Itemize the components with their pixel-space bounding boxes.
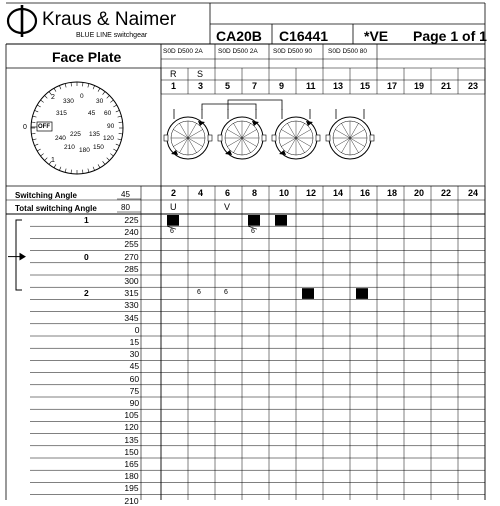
- switching-angle-value: 45: [121, 190, 130, 199]
- contact-mark-note: 6: [251, 228, 255, 236]
- dial-tick: [88, 84, 89, 88]
- dial-tick: [71, 170, 72, 174]
- dial-tick: [116, 144, 120, 146]
- dial-tick: [65, 84, 66, 88]
- position-angle: 330: [124, 300, 139, 311]
- dial-tick: [119, 133, 123, 134]
- dial-tick: [33, 139, 37, 140]
- dial-tick: [37, 105, 40, 107]
- cam-spoke: [296, 138, 311, 147]
- terminal-top-3: 3: [198, 81, 204, 91]
- cam-spoke: [188, 138, 197, 153]
- position-angle: 15: [129, 337, 140, 347]
- table-grid: [6, 3, 485, 500]
- terminal-bottom-20: 20: [414, 188, 425, 198]
- cam-jumper-wire: [228, 100, 282, 110]
- contact-mark-note: 6: [170, 228, 174, 236]
- position-angle: 210: [124, 495, 139, 506]
- dial-tick: [110, 100, 113, 102]
- terminal-bottom-4: 4: [198, 188, 204, 198]
- dial-tick: [41, 154, 44, 156]
- dial-tick: [118, 139, 122, 140]
- position-angle: 240: [124, 227, 139, 238]
- contact-mark: [356, 288, 368, 299]
- terminal-bottom-2: 2: [171, 188, 177, 198]
- cam-spoke: [180, 138, 189, 153]
- dial-angle-label: 45: [88, 110, 96, 117]
- cam-spoke: [350, 138, 359, 153]
- brand-tagline: BLUE LINE switchgear: [76, 32, 148, 39]
- contact-mark: [167, 215, 179, 226]
- page-number: Page 1 of 1: [413, 28, 487, 44]
- dial-tick: [93, 86, 95, 90]
- dial-tick: [113, 105, 116, 107]
- terminal-top-17: 17: [387, 81, 398, 91]
- cam-spoke: [242, 138, 257, 147]
- cam-spoke: [335, 130, 350, 139]
- cam-contact-right: [370, 135, 374, 141]
- dial-tick: [65, 169, 66, 173]
- dial-position-2: 2: [51, 94, 55, 101]
- dial-tick: [59, 86, 61, 90]
- terminal-bottom-12: 12: [306, 188, 317, 198]
- dial-tick: [88, 169, 89, 173]
- cam-spoke: [173, 138, 188, 147]
- brand-logo-icon: [5, 4, 39, 38]
- cam-spoke: [242, 123, 251, 138]
- dial-angle-label: 0: [80, 93, 84, 100]
- position-angle: 30: [129, 349, 140, 360]
- dial-tick: [103, 161, 105, 164]
- terminal-letter-v: V: [224, 202, 231, 212]
- contact-cam-diagram: [164, 100, 374, 159]
- dial-tick: [82, 170, 83, 174]
- position-angle: 105: [124, 410, 139, 421]
- dial-tick: [31, 133, 35, 134]
- dial-angle-label: 120: [103, 135, 114, 142]
- terminal-top-19: 19: [414, 81, 425, 91]
- cam-spoke: [227, 130, 242, 139]
- position-angle: 345: [124, 312, 139, 323]
- drawing-number: C16441: [279, 28, 329, 44]
- position-angle: 285: [124, 263, 139, 274]
- cam-contact-right: [208, 135, 212, 141]
- total-switching-angle-label: Total switching Angle: [15, 204, 97, 213]
- cam-spoke: [242, 130, 257, 139]
- cam-spoke: [227, 138, 242, 147]
- dial-angle-label: 180: [79, 147, 90, 154]
- cam-contact-left: [164, 135, 168, 141]
- position-angle: 300: [124, 276, 139, 286]
- terminal-bottom-16: 16: [360, 188, 371, 198]
- dial-tick: [44, 95, 47, 98]
- position-angle: 180: [124, 471, 139, 482]
- contact-mark: [275, 215, 287, 226]
- terminal-top-13: 13: [333, 81, 344, 91]
- dial-angle-label: 330: [63, 98, 74, 105]
- dial-position-0: 0: [23, 124, 27, 131]
- position-angle: 150: [124, 446, 139, 457]
- switching-angle-label: Switching Angle: [15, 191, 77, 200]
- position-angle: 0: [134, 324, 140, 335]
- cam-jumper-wire: [202, 104, 256, 110]
- position-angle: 45: [129, 361, 140, 372]
- contact-type-1: S0D D500 2A: [163, 48, 203, 55]
- terminal-bottom-14: 14: [333, 188, 344, 198]
- dial-angle-label: 60: [104, 110, 112, 117]
- dial-tick: [113, 149, 116, 151]
- terminal-top-21: 21: [441, 81, 452, 91]
- contact-type-4: S0D D500 80: [328, 48, 368, 55]
- dial-tick: [103, 92, 105, 95]
- type-number: CA20B: [216, 28, 262, 44]
- dial-tick: [110, 154, 113, 156]
- cam-spoke: [296, 138, 305, 153]
- cam-contact-left: [218, 135, 222, 141]
- dial-angle-label: 315: [56, 110, 67, 117]
- cam-spoke: [234, 123, 243, 138]
- off-position-arrow-head: [20, 254, 25, 260]
- dial-tick: [41, 100, 44, 102]
- terminal-top-23: 23: [468, 81, 479, 91]
- cam-spoke: [296, 123, 305, 138]
- cam-spoke: [281, 138, 296, 147]
- terminal-letter-r: R: [170, 69, 177, 79]
- dial-tick: [71, 82, 72, 86]
- cam-spoke: [350, 138, 365, 147]
- terminal-top-11: 11: [306, 81, 316, 91]
- cam-contact-right: [262, 135, 266, 141]
- terminal-top-5: 5: [225, 81, 231, 91]
- dial-tick: [82, 82, 83, 86]
- cam-spoke: [242, 138, 251, 153]
- terminal-bottom-8: 8: [252, 188, 258, 198]
- dial-tick: [54, 88, 56, 91]
- dial-angle-label: 30: [96, 98, 104, 105]
- contact-mark: [302, 288, 314, 299]
- dial-off-label: OFF: [38, 124, 50, 130]
- total-switching-angle-value: 80: [121, 203, 130, 212]
- cam-contact-left: [326, 135, 330, 141]
- cam-spoke: [281, 130, 296, 139]
- dial-tick: [31, 122, 35, 123]
- contact-marks: [167, 215, 368, 299]
- position-angle: 60: [129, 373, 140, 384]
- dial-tick: [116, 110, 120, 112]
- position-angle: 120: [124, 422, 139, 433]
- cam-spoke: [350, 130, 365, 139]
- position-angle: 135: [124, 434, 139, 445]
- position-angle: 255: [124, 239, 139, 250]
- dial-tick: [98, 88, 100, 91]
- terminal-bottom-24: 24: [468, 188, 479, 198]
- cam-spoke: [188, 130, 203, 139]
- position-angle: 165: [124, 459, 139, 469]
- dial-tick: [35, 110, 39, 112]
- position-angle: 225: [124, 215, 139, 225]
- dial-angle-label: 210: [64, 144, 75, 151]
- position-angle: 195: [124, 483, 139, 494]
- terminal-top-7: 7: [252, 81, 258, 91]
- cam-contact-left: [272, 135, 276, 141]
- position-angle: 75: [129, 385, 140, 396]
- terminal-top-1: 1: [171, 81, 177, 91]
- cam-spoke: [234, 138, 243, 153]
- position-label: 1: [84, 215, 89, 225]
- position-angle: 315: [124, 288, 139, 299]
- terminal-letter-u: U: [170, 202, 177, 212]
- cam-spoke: [296, 130, 311, 139]
- brand-name: Kraus & Naimer: [42, 9, 177, 30]
- dial-tick: [107, 95, 110, 98]
- cam-spoke: [288, 123, 297, 138]
- dial-tick: [119, 122, 123, 123]
- terminal-top-9: 9: [279, 81, 285, 91]
- cam-spoke: [342, 138, 351, 153]
- cam-spoke: [342, 123, 351, 138]
- cam-spoke: [335, 138, 350, 147]
- dial-angle-label: 90: [107, 123, 115, 130]
- dial-tick: [33, 116, 37, 117]
- cam-contact-right: [316, 135, 320, 141]
- position-angle: 270: [124, 251, 139, 262]
- terminal-bottom-22: 22: [441, 188, 452, 198]
- cam-spoke: [288, 138, 297, 153]
- terminal-bottom-10: 10: [279, 188, 290, 198]
- contact-mark-note: 6: [224, 289, 228, 297]
- position-label: 2: [84, 288, 89, 299]
- dial-tick: [107, 158, 110, 161]
- dial-tick: [44, 158, 47, 161]
- terminal-bottom-18: 18: [387, 188, 398, 198]
- dial-position-1: 1: [51, 157, 55, 164]
- cam-spoke: [188, 123, 197, 138]
- contact-type-2: S0D D500 2A: [218, 48, 258, 55]
- dial-tick: [54, 164, 56, 167]
- terminal-bottom-6: 6: [225, 188, 231, 198]
- dial-angle-label: 240: [55, 135, 66, 142]
- dial-tick: [98, 164, 100, 167]
- cam-spoke: [350, 123, 359, 138]
- terminal-letter-s: S: [197, 69, 204, 79]
- dial-tick: [35, 144, 39, 146]
- version-code: *VE: [364, 28, 389, 44]
- dial-angle-label: 135: [89, 131, 100, 138]
- face-plate-title: Face Plate: [52, 49, 122, 65]
- cam-spoke: [173, 130, 188, 139]
- dial-tick: [93, 167, 95, 171]
- dial-tick: [59, 167, 61, 171]
- dial-tick: [118, 116, 122, 117]
- contact-mark-note: 6: [197, 289, 201, 297]
- terminal-top-15: 15: [360, 81, 371, 91]
- cam-spoke: [180, 123, 189, 138]
- dial-angle-label: 150: [93, 144, 104, 151]
- position-angle: 90: [129, 398, 140, 408]
- dial-angle-label: 225: [70, 131, 81, 138]
- position-label: 0: [84, 251, 89, 262]
- dial-tick: [37, 149, 40, 151]
- contact-type-3: S0D D500 90: [273, 48, 313, 55]
- cam-spoke: [188, 138, 203, 147]
- contact-mark: [248, 215, 260, 226]
